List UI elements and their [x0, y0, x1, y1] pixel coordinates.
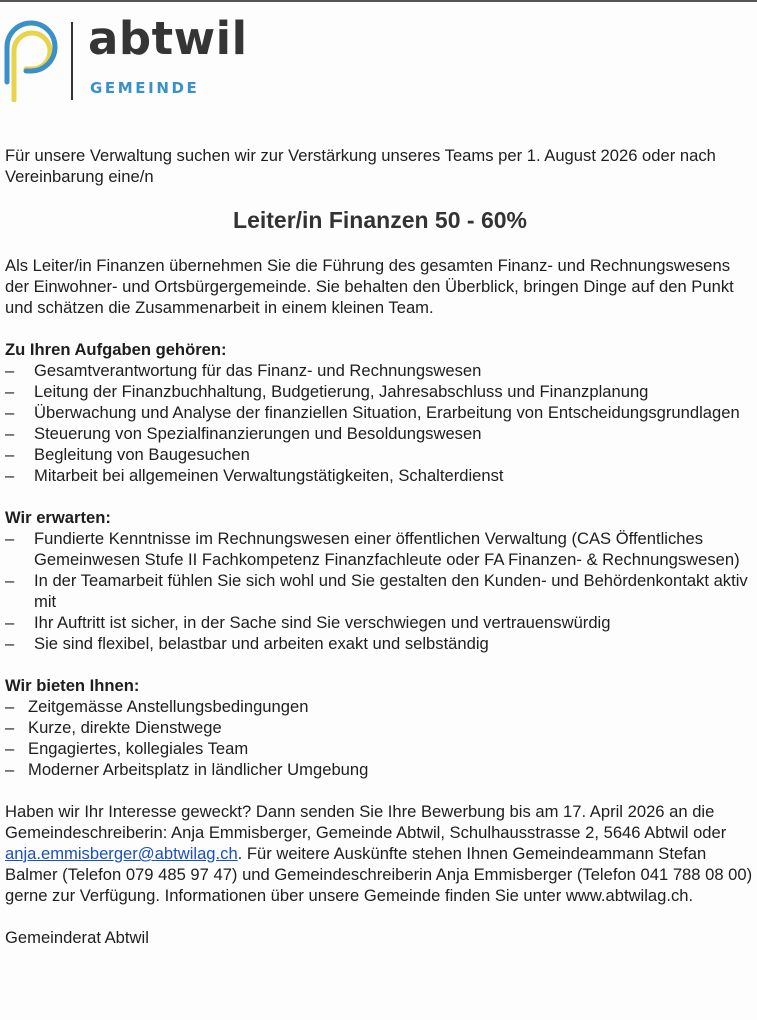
list-item: – Steuerung von Spezialfinanzierungen und Besoldungswesen: [5, 423, 755, 444]
offer-list: [5, 696, 755, 780]
expect-list: [5, 528, 755, 654]
abtwil-logo-mark-icon: [4, 20, 60, 102]
logo-wordmark: abtwil: [88, 12, 248, 65]
logo-divider: [71, 22, 73, 100]
logo-subtitle: GEMEINDE: [90, 79, 200, 97]
job-ad-content: [5, 145, 755, 948]
expect-heading: Wir erwarten:: [5, 508, 111, 527]
list-item: – Gesamtverantwortung für das Finanz- und Rechnungswesen: [5, 360, 755, 381]
job-title: Leiter/in Finanzen 50 - 60%: [233, 207, 527, 233]
job-description: Als Leiter/in Finanzen übernehmen Sie die Führung des gesamten Finanz- und Rechnungswesens der Einwohner- und Ortsbürgergemeinde. Sie behalten den Überblick, bringen Dinge auf den Punkt und schätzen die Zusammenarbeit in einem kleinen Team.: [5, 256, 734, 317]
contact-paragraph: [5, 801, 755, 906]
top-rule: [0, 0, 757, 2]
list-item: – Engagiertes, kollegiales Team: [5, 738, 755, 759]
intro-text: Für unsere Verwaltung suchen wir zur Verstärkung unseres Teams per 1. August 2026 oder nach Vereinbarung eine/n: [5, 146, 716, 186]
contact-text-2: . Für weitere Auskünfte stehen Ihnen Gemeindeammann Stefan Balmer (Telefon 079 485 97 47) und Gemeindeschreiberin Anja Emmisberger (Telefon 041 788 08 00) gerne zur Verfügung. Informationen über unsere Gemeinde finden Sie unter www.abtwilag.ch.: [5, 844, 753, 905]
list-item: – Fundierte Kenntnisse im Rechnungswesen einer öffentlichen Verwaltung (CAS Öffentliches Gemeinwesen Stufe II Fachkompetenz Finanzfachleute oder FA Finanzen- & Rechnungswesen): [5, 528, 755, 570]
list-item: – Begleitung von Baugesuchen: [5, 444, 755, 465]
list-item: – Sie sind flexibel, belastbar und arbeiten exakt und selbständig: [5, 633, 755, 654]
list-item: – Überwachung und Analyse der finanziellen Situation, Erarbeitung von Entscheidungsgrundlagen: [5, 402, 755, 423]
list-item: – Moderner Arbeitsplatz in ländlicher Umgebung: [5, 759, 755, 780]
list-item: – Zeitgemässe Anstellungsbedingungen: [5, 696, 755, 717]
email-link[interactable]: anja.emmisberger@abtwilag.ch: [5, 844, 238, 863]
list-item: – Kurze, direkte Dienstwege: [5, 717, 755, 738]
offer-heading: Wir bieten Ihnen:: [5, 676, 140, 695]
list-item: – Mitarbeit bei allgemeinen Verwaltungstätigkeiten, Schalterdienst: [5, 465, 755, 486]
tasks-list: [5, 360, 755, 486]
signature: Gemeinderat Abtwil: [5, 928, 149, 947]
list-item: – In der Teamarbeit fühlen Sie sich wohl und Sie gestalten den Kunden- und Behördenkontakt aktiv mit: [5, 570, 755, 612]
list-item: – Ihr Auftritt ist sicher, in der Sache sind Sie verschwiegen und vertrauenswürdig: [5, 612, 755, 633]
list-item: – Leitung der Finanzbuchhaltung, Budgetierung, Jahresabschluss und Finanzplanung: [5, 381, 755, 402]
contact-text-1: Haben wir Ihr Interesse geweckt? Dann senden Sie Ihre Bewerbung bis am 17. April 2026 an die Gemeindeschreiberin: Anja Emmisberger, Gemeinde Abtwil, Schulhausstrasse 2, 5646 Abtwil oder: [5, 802, 727, 842]
tasks-heading: Zu Ihren Aufgaben gehören:: [5, 340, 227, 359]
abtwil-logo: [4, 12, 254, 104]
